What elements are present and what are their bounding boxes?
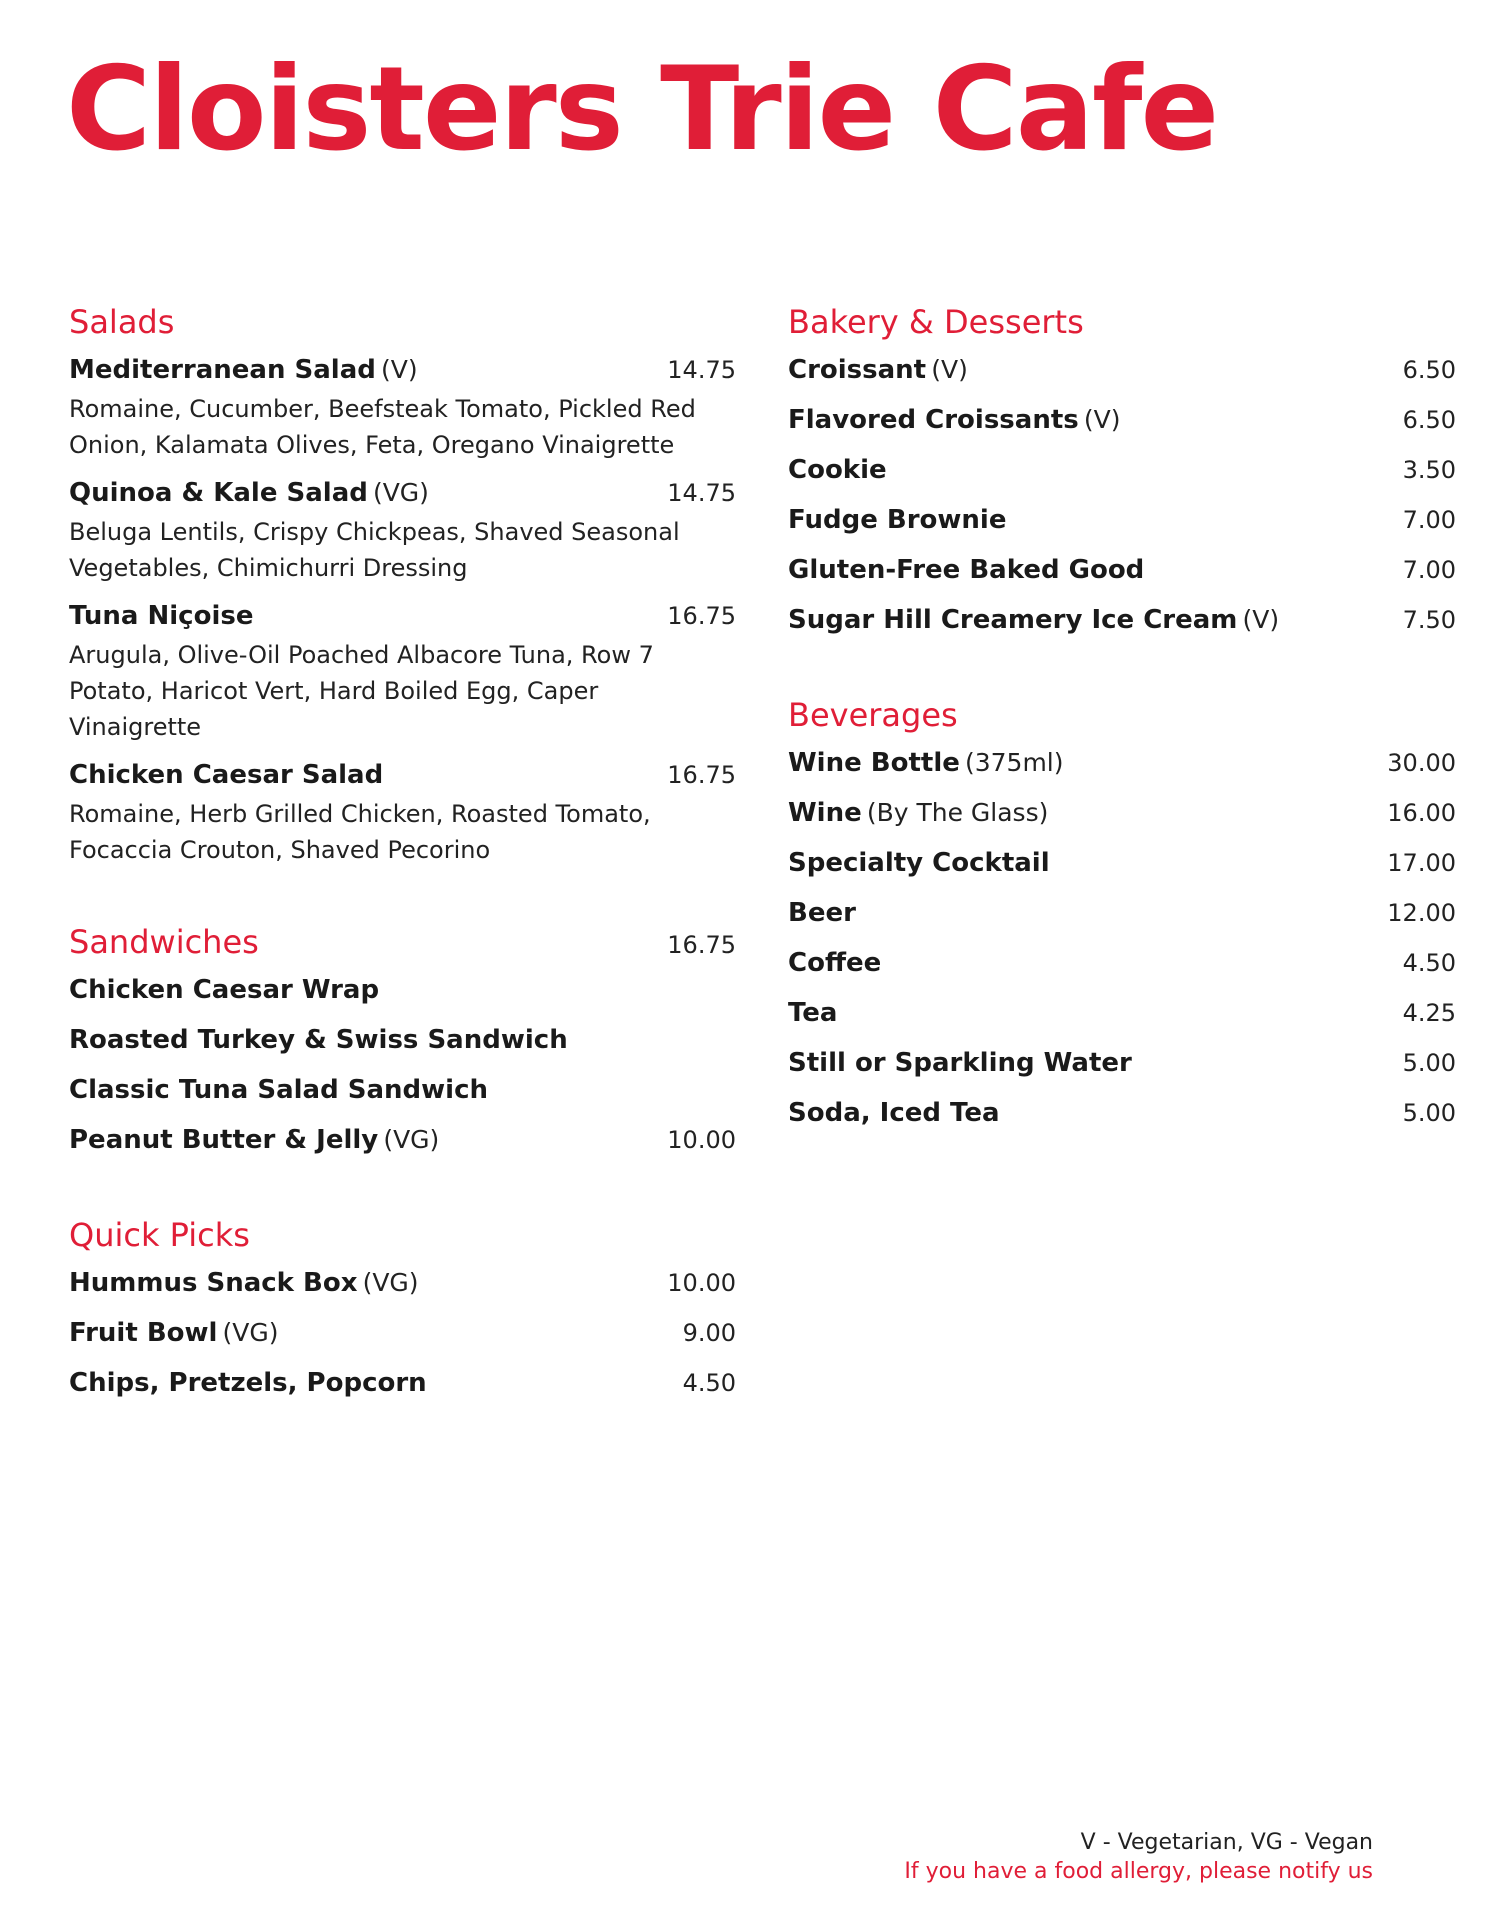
item-name: Beer [788, 898, 856, 928]
diet-tag: (375ml) [964, 748, 1064, 777]
item-price: 12.00 [1387, 899, 1456, 927]
item-price: 14.75 [667, 479, 736, 507]
diet-tag: (V) [1242, 605, 1280, 634]
item-description: Beluga Lentils, Crispy Chickpeas, Shaved Seasonal Vegetables, Chimichurri Dressing [69, 518, 680, 582]
section-title: Quick Picks [69, 1216, 250, 1254]
item-name: Coffee [788, 948, 882, 978]
item-description: Romaine, Herb Grilled Chicken, Roasted Tomato, Focaccia Crouton, Shaved Pecorino [69, 800, 651, 864]
item-price: 5.00 [1402, 1049, 1456, 1077]
menu-item [788, 745, 1456, 784]
diet-tag: (V) [1083, 405, 1121, 434]
menu-item [788, 845, 1456, 884]
item-price: 9.00 [682, 1319, 736, 1347]
section-title: Salads [69, 303, 175, 341]
menu-item [69, 757, 736, 868]
diet-tag: (V) [931, 355, 968, 384]
menu-item [69, 1265, 736, 1304]
item-price: 7.00 [1402, 556, 1456, 584]
item-name: Specialty Cocktail [788, 848, 1050, 878]
item-price: 4.25 [1402, 999, 1456, 1027]
menu-item [788, 1095, 1456, 1134]
menu-item [788, 1045, 1456, 1084]
item-name: Tea [788, 998, 838, 1028]
page-title: Cloisters Trie Cafe [66, 42, 1218, 177]
sandwiches-list [69, 972, 736, 1161]
menu-item [69, 475, 736, 586]
item-name: Soda, Iced Tea [788, 1098, 1000, 1128]
quick-picks-list [69, 1265, 736, 1404]
menu-item [788, 795, 1456, 834]
salads-list [69, 352, 736, 868]
menu-item [788, 502, 1456, 541]
footer [904, 1828, 1373, 1886]
item-price: 4.50 [1402, 949, 1456, 977]
menu-item [788, 895, 1456, 934]
menu-item [69, 1072, 736, 1111]
sandwiches-section [69, 920, 736, 1161]
section-title: Beverages [788, 696, 958, 734]
item-price: 14.75 [667, 356, 736, 384]
item-name: Quinoa & Kale Salad [69, 478, 368, 508]
item-price: 6.50 [1402, 406, 1456, 434]
item-name: Cookie [788, 455, 887, 485]
menu-item [788, 352, 1456, 391]
section-price: 16.75 [667, 931, 736, 959]
menu-item [69, 1022, 736, 1061]
diet-tag: (VG) [222, 1318, 279, 1347]
item-name: Chicken Caesar Salad [69, 760, 384, 790]
item-price: 17.00 [1387, 849, 1456, 877]
item-name: Hummus Snack Box [69, 1268, 358, 1298]
menu-item [788, 452, 1456, 491]
item-price: 10.00 [667, 1126, 736, 1154]
item-name: Croissant [788, 355, 927, 385]
item-price: 7.50 [1402, 606, 1456, 634]
item-price: 16.00 [1387, 799, 1456, 827]
item-name: Flavored Croissants [788, 405, 1079, 435]
item-name: Classic Tuna Salad Sandwich [69, 1075, 488, 1105]
item-price: 4.50 [682, 1369, 736, 1397]
section-title: Bakery & Desserts [788, 303, 1084, 341]
item-price: 3.50 [1402, 456, 1456, 484]
item-price: 7.00 [1402, 506, 1456, 534]
item-name: Roasted Turkey & Swiss Sandwich [69, 1025, 568, 1055]
section-title: Sandwiches [69, 923, 259, 961]
menu-item [69, 352, 736, 463]
item-name: Wine Bottle [788, 748, 960, 778]
item-name: Sugar Hill Creamery Ice Cream [788, 605, 1238, 635]
menu-item [788, 945, 1456, 984]
diet-legend: V - Vegetarian, VG - Vegan [1080, 1830, 1373, 1855]
item-name: Fudge Brownie [788, 505, 1007, 535]
menu-item [69, 1315, 736, 1354]
item-name: Chicken Caesar Wrap [69, 975, 380, 1005]
item-name: Gluten-Free Baked Good [788, 555, 1145, 585]
diet-tag: (VG) [383, 1125, 440, 1154]
item-price: 5.00 [1402, 1099, 1456, 1127]
item-name: Tuna Niçoise [69, 601, 254, 631]
item-name: Wine [788, 798, 862, 828]
item-price: 6.50 [1402, 356, 1456, 384]
item-description: Romaine, Cucumber, Beefsteak Tomato, Pickled Red Onion, Kalamata Olives, Feta, Oregano Vinaigrette [69, 395, 696, 459]
diet-tag: (V) [380, 355, 418, 384]
item-description: Arugula, Olive-Oil Poached Albacore Tuna, Row 7 Potato, Haricot Vert, Hard Boiled Egg, Caper Vinaigrette [69, 641, 654, 741]
menu-item [69, 1122, 736, 1161]
menu-item [69, 598, 736, 745]
right-column [788, 300, 1456, 1186]
item-name: Chips, Pretzels, Popcorn [69, 1368, 427, 1398]
item-price: 16.75 [667, 602, 736, 630]
item-price: 30.00 [1387, 749, 1456, 777]
item-price: 10.00 [667, 1269, 736, 1297]
allergy-note: If you have a food allergy, please notify us [904, 1859, 1373, 1884]
item-name: Peanut Butter & Jelly [69, 1125, 379, 1155]
menu-item [788, 552, 1456, 591]
menu-item [69, 972, 736, 1011]
menu-item [788, 402, 1456, 441]
menu-item [788, 995, 1456, 1034]
item-price: 16.75 [667, 761, 736, 789]
quick-picks-section [69, 1213, 736, 1404]
diet-tag: (By The Glass) [866, 798, 1049, 827]
diet-tag: (VG) [362, 1268, 419, 1297]
item-name: Mediterranean Salad [69, 355, 376, 385]
item-name: Fruit Bowl [69, 1318, 218, 1348]
bakery-section [788, 300, 1456, 641]
left-column [69, 300, 736, 1456]
bakery-list [788, 352, 1456, 641]
salads-section [69, 300, 736, 868]
beverages-list [788, 745, 1456, 1134]
beverages-section [788, 693, 1456, 1134]
item-name: Still or Sparkling Water [788, 1048, 1132, 1078]
menu-item [788, 602, 1456, 641]
diet-tag: (VG) [372, 478, 429, 507]
menu-item [69, 1365, 736, 1404]
